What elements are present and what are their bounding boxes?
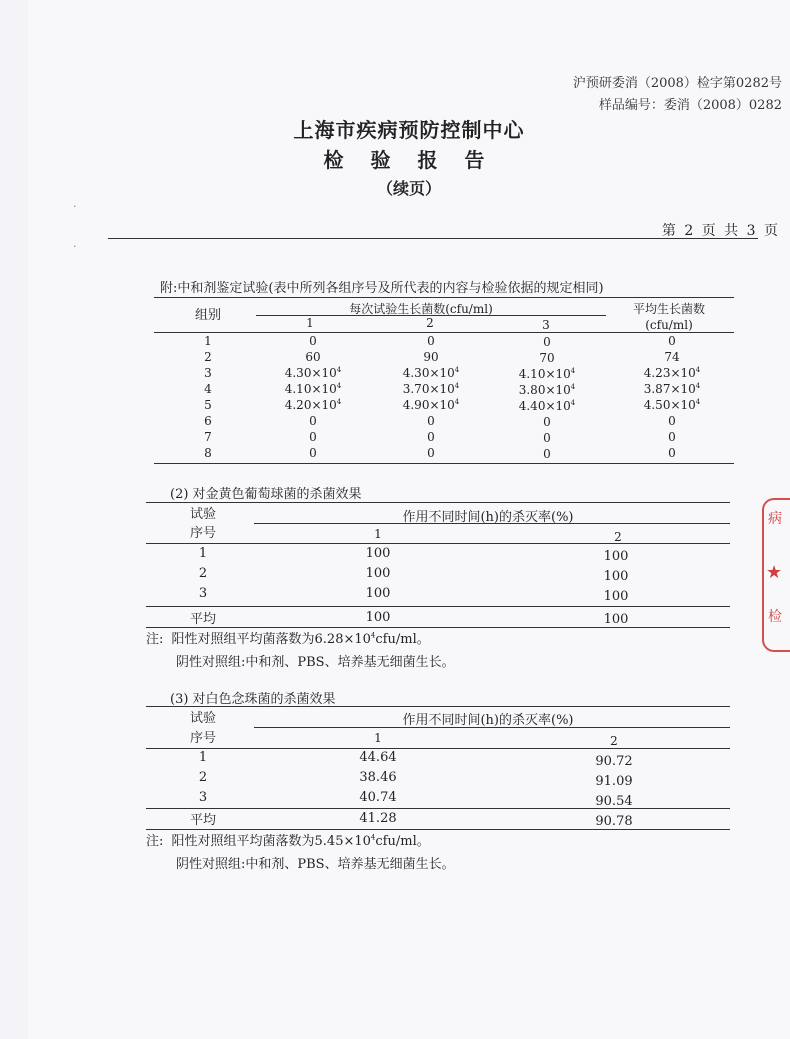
continued-label: （续页）	[376, 179, 441, 198]
avg-value: 41.28	[359, 811, 397, 826]
col-header: 试验	[189, 507, 216, 522]
table-rule	[146, 543, 730, 544]
col-header: 1	[374, 527, 382, 541]
official-seal: 病 ★ 检	[762, 498, 790, 652]
count-cell: 0	[309, 334, 317, 348]
col-header: 作用不同时间(h)的杀灭率(%)	[402, 713, 574, 728]
table-rule	[146, 502, 730, 503]
group-cell: 5	[204, 398, 212, 412]
kill-rate-cell: 91.09	[595, 774, 633, 789]
kill-rate-cell: 100	[365, 546, 391, 561]
kill-rate-cell: 100	[365, 586, 391, 601]
group-cell: 8	[204, 446, 212, 460]
col-header: 3	[542, 318, 550, 332]
count-cell: 0	[543, 431, 551, 445]
count-cell: $4.10\times 10^4$	[518, 367, 576, 381]
count-cell: 0	[543, 335, 551, 349]
count-cell: $4.50\times 10^4$	[643, 398, 701, 412]
group-cell: 2	[204, 350, 212, 364]
col-header: 1	[374, 731, 382, 745]
scan-mark: ·	[73, 240, 77, 253]
avg-label: 平均	[189, 813, 216, 828]
count-cell: 0	[668, 446, 676, 460]
kill-rate-cell: 90.72	[595, 754, 633, 769]
count-cell: $3.80\times 10^4$	[518, 383, 576, 397]
kill-rate-cell: 100	[365, 566, 391, 581]
row-number: 2	[198, 566, 208, 581]
count-cell: 0	[427, 414, 435, 428]
group-cell: 6	[204, 414, 212, 428]
table-rule	[146, 706, 730, 707]
candida-note-positive: 注: 阳性对照组平均菌落数为$5.45\times 10^4cfu/ml$。	[146, 833, 430, 849]
count-cell: $4.30\times 10^4$	[284, 366, 342, 380]
count-cell: $4.23\times 10^4$	[643, 366, 701, 380]
header-divider	[108, 238, 758, 239]
count-cell: $4.10\times 10^4$	[284, 382, 342, 396]
count-cell: 0	[668, 414, 676, 428]
count-cell: 0	[543, 415, 551, 429]
kill-rate-cell: 40.74	[359, 790, 397, 805]
kill-rate-cell: 100	[603, 569, 629, 584]
col-header: 2	[426, 316, 434, 330]
count-cell: 60	[305, 350, 321, 364]
table-rule	[154, 463, 734, 464]
count-cell: 74	[664, 350, 680, 364]
count-cell: $3.70\times 10^4$	[402, 382, 460, 396]
sample-number: 样品编号：委消（2008）0282	[598, 98, 782, 113]
staph-note-negative: 阴性对照组:中和剂、PBS、培养基无细菌生长。	[176, 655, 455, 670]
count-cell: 0	[668, 430, 676, 444]
report-page	[28, 0, 790, 1039]
count-cell: 0	[427, 446, 435, 460]
count-cell: 0	[427, 430, 435, 444]
table-rule	[154, 332, 734, 333]
kill-rate-cell: 100	[603, 589, 629, 604]
count-cell: 90	[423, 350, 439, 364]
staph-note-positive: 注: 阳性对照组平均菌落数为$6.28\times 10^4cfu/ml$。	[146, 631, 430, 647]
count-cell: $4.20\times 10^4$	[284, 398, 342, 412]
table-rule	[254, 727, 730, 728]
row-number: 2	[198, 770, 208, 785]
col-header: 每次试验生长菌数(cfu/ml)	[349, 302, 493, 316]
count-cell: 0	[309, 414, 317, 428]
org-name: 上海市疾病预防控制中心	[293, 118, 525, 142]
row-number: 3	[198, 790, 208, 805]
col-header: 2	[614, 530, 622, 544]
col-header: 作用不同时间(h)的杀灭率(%)	[402, 510, 574, 525]
col-header: 序号	[189, 731, 216, 746]
scan-mark: ·	[73, 200, 77, 213]
col-header: 序号	[189, 526, 216, 541]
table-rule	[154, 297, 734, 298]
row-number: 1	[198, 750, 208, 765]
avg-value: 90.78	[595, 814, 633, 829]
kill-rate-cell: 100	[603, 549, 629, 564]
count-cell: $3.87\times 10^4$	[643, 382, 701, 396]
star-icon: ★	[766, 562, 783, 583]
count-cell: 70	[539, 351, 555, 365]
col-header: 组别	[194, 308, 221, 323]
col-header: 试验	[189, 711, 216, 726]
count-cell: $4.40\times 10^4$	[518, 399, 576, 413]
col-header: (cfu/ml)	[645, 318, 693, 332]
avg-label: 平均	[189, 612, 216, 627]
candida-note-negative: 阴性对照组:中和剂、PBS、培养基无细菌生长。	[176, 857, 455, 872]
kill-rate-cell: 38.46	[359, 770, 397, 785]
col-header: 平均生长菌数	[632, 302, 705, 316]
row-number: 1	[198, 546, 208, 561]
count-cell: 0	[309, 430, 317, 444]
table-rule	[254, 523, 730, 524]
neutralizer-caption: 附:中和剂鉴定试验(表中所列各组序号及所代表的内容与检验依据的规定相同)	[160, 281, 604, 296]
count-cell: 0	[427, 334, 435, 348]
avg-value: 100	[603, 612, 629, 627]
kill-rate-cell: 44.64	[359, 750, 397, 765]
group-cell: 3	[204, 366, 212, 380]
count-cell: $4.30\times 10^4$	[402, 366, 460, 380]
count-cell: 0	[668, 334, 676, 348]
staph-caption: (2) 对金黄色葡萄球菌的杀菌效果	[170, 487, 362, 502]
row-number: 3	[198, 586, 208, 601]
table-rule	[146, 606, 730, 607]
report-title: 检 验 报 告	[323, 148, 495, 172]
count-cell: $4.90\times 10^4$	[402, 398, 460, 412]
col-header: 2	[610, 734, 618, 748]
avg-value: 100	[365, 610, 391, 625]
doc-number: 沪预研委消（2008）检字第0282号	[572, 76, 782, 91]
count-cell: 0	[309, 446, 317, 460]
group-cell: 7	[204, 430, 212, 444]
table-rule	[146, 748, 730, 749]
col-header: 1	[306, 316, 314, 330]
page-info: 第 2 页 共 3 页	[661, 223, 780, 239]
kill-rate-cell: 90.54	[595, 794, 633, 809]
candida-caption: (3) 对白色念珠菌的杀菌效果	[170, 692, 336, 707]
count-cell: 0	[543, 447, 551, 461]
group-cell: 4	[204, 382, 212, 396]
group-cell: 1	[204, 334, 212, 348]
